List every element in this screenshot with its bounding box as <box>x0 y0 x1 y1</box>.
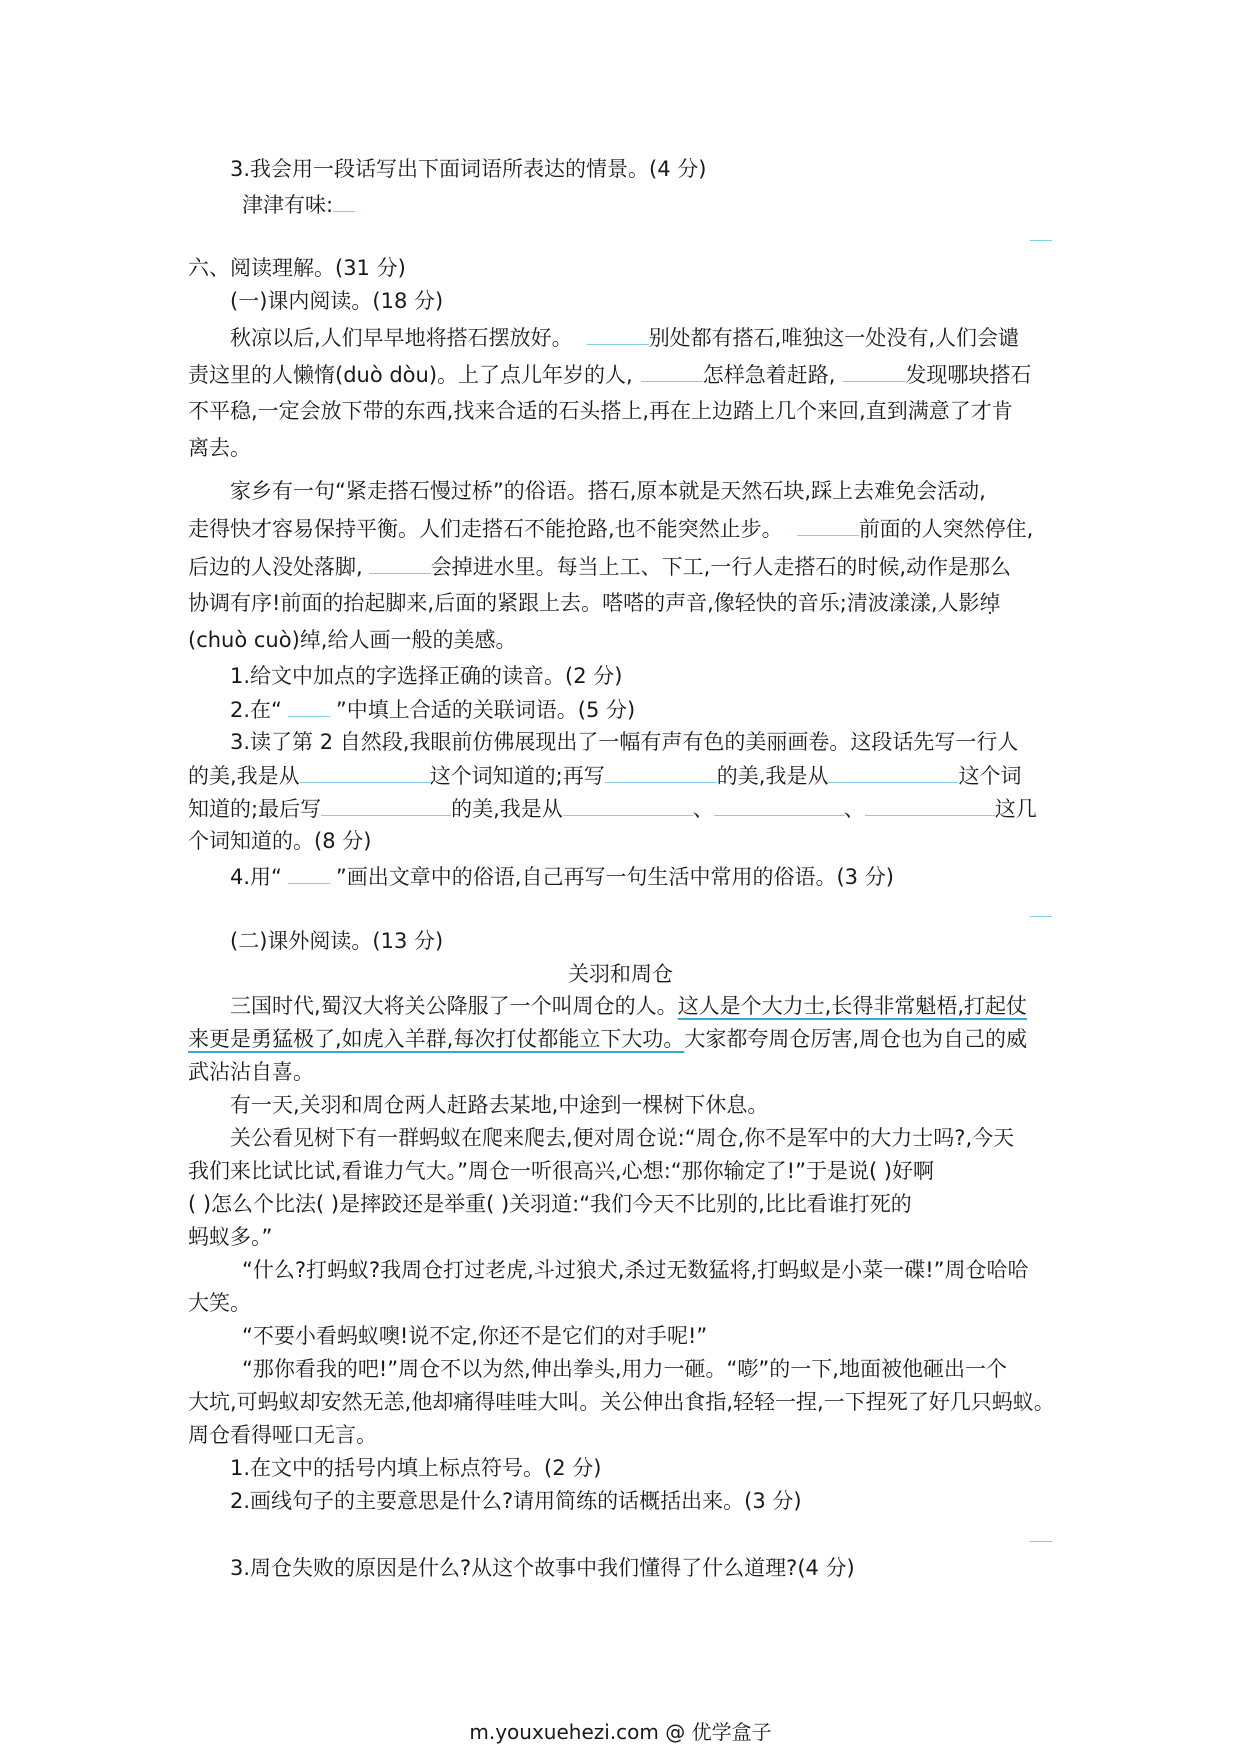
p2-question-1: 1.在文中的括号内填上标点符号。(2 分) <box>230 1456 602 1480</box>
p2-para3-line1: 关公看见树下有一群蚂蚁在爬来爬去,便对周仓说:“周仓,你不是军中的大力士吗?,今天 <box>230 1126 1015 1150</box>
part-1-header: (一)课内阅读。(18 分) <box>230 289 444 313</box>
text-run: 走得快才容易保持平衡。人们走搭石不能抢路,也不能突然止步。 <box>188 517 783 541</box>
text-run: 的美,我是从 <box>188 764 300 788</box>
text-run: 后边的人没处落脚, <box>188 555 363 579</box>
answer-blank[interactable] <box>300 760 430 783</box>
answer-blank[interactable] <box>797 513 859 536</box>
p1-para2-line5: (chuò cuò)绰,给人画一般的美感。 <box>188 628 517 652</box>
p2-para3-line2: 我们来比试比试,看谁力气大。”周仓一听很高兴,心想:“那你输定了!”于是说( )好啊 <box>188 1159 935 1183</box>
text-run: 的美,我是从 <box>716 764 829 788</box>
text-run: 2.在“ <box>230 698 282 722</box>
footer-watermark: m.youxuehezi.com @ 优学盒子 <box>469 1720 772 1744</box>
answer-blank[interactable] <box>714 793 844 816</box>
text-run: ”中填上合适的关联词语。(5 分) <box>335 698 636 722</box>
p1-question-3-line4: 个词知道的。(8 分) <box>188 829 372 853</box>
question-5-3: 3.我会用一段话写出下面词语所表达的情景。(4 分) <box>230 157 707 181</box>
p1-question-3-line1: 3.读了第 2 自然段,我眼前仿佛展现出了一幅有声有色的美丽画卷。这段话先写一行人 <box>230 730 1019 754</box>
p1-question-2 <box>230 694 635 725</box>
text-run: 这个词知道的;再写 <box>429 764 605 788</box>
p2-para1-line3: 武沾沾自喜。 <box>188 1060 314 1084</box>
p1-para2-line1: 家乡有一句“紧走搭石慢过桥”的俗语。搭石,原本就是天然石块,踩上去难免会活动, <box>230 479 986 503</box>
p1-question-3-line3 <box>188 793 1037 824</box>
p2-question-2: 2.画线句子的主要意思是什么?请用简练的话概括出来。(3 分) <box>230 1489 802 1513</box>
answer-blank[interactable] <box>865 793 995 816</box>
p2-para3-line3: ( )怎么个比法( )是摔跤还是举重( )关羽道:“我们今天不比别的,比比看谁打死的 <box>188 1192 912 1216</box>
p2-para6-line1: “那你看我的吧!”周仓不以为然,伸出拳头,用力一砸。“嘭”的一下,地面被他砸出一个 <box>242 1357 1007 1381</box>
p2-para1-line2 <box>188 1024 1027 1054</box>
text-run: 这个词 <box>958 764 1022 788</box>
answer-blank[interactable] <box>641 359 703 382</box>
text-run: 发现哪块搭石 <box>905 363 1032 387</box>
text-run: 的美,我是从 <box>451 797 563 821</box>
answer-blank[interactable] <box>369 551 431 574</box>
p1-para1-line3: 不平稳,一定会放下带的东西,找来合适的石头搭上,再在上边踏上几个来回,直到满意了才肯 <box>188 399 1013 423</box>
text-run: 三国时代,蜀汉大将关公降服了一个叫周仓的人。 <box>230 994 678 1018</box>
text-run: 大家都夸周仓厉害,周仓也为自己的威 <box>684 1027 1028 1051</box>
p1-question-3-line2 <box>188 760 1021 791</box>
section-6-header: 六、阅读理解。(31 分) <box>188 256 406 280</box>
text-run: ”画出文章中的俗语,自己再写一句生活中常用的俗语。(3 分) <box>335 865 894 889</box>
p1-para1-line2 <box>188 359 1031 390</box>
p2-para3-line4: 蚂蚁多。” <box>188 1225 273 1249</box>
text-run: 会掉进水里。每当上工、下工,一行人走搭石的时候,动作是那么 <box>430 555 1012 579</box>
idiom-word: 津津有味: <box>242 193 334 217</box>
story-title: 关羽和周仓 <box>568 962 673 986</box>
answer-blank[interactable] <box>587 322 649 345</box>
text-run: 责这里的人懒惰(duò dòu)。上了点儿年岁的人, <box>188 363 633 387</box>
answer-blank[interactable] <box>563 793 693 816</box>
underlined-sentence: 来更是勇猛极了,如虎入羊群,每次打仗都能立下大功。 <box>188 1027 685 1051</box>
p2-para6-line2: 大坑,可蚂蚁却安然无恙,他却痛得哇哇大叫。关公伸出食指,轻轻一捏,一下捏死了好几只蚂蚁。 <box>188 1390 1055 1414</box>
text-run: 、 <box>692 797 714 821</box>
text-run: 前面的人突然停住, <box>858 517 1034 541</box>
p2-para6-line3: 周仓看得哑口无言。 <box>188 1423 377 1447</box>
answer-blank[interactable] <box>828 760 958 783</box>
answer-blank[interactable] <box>333 189 355 212</box>
p2-para4-line2: 大笑。 <box>188 1291 251 1315</box>
text-run: 4.用“ <box>230 865 282 889</box>
p1-para1-line4: 离去。 <box>188 436 251 460</box>
text-run: 秋凉以后,人们早早地将搭石摆放好。 <box>230 326 573 350</box>
answer-blank[interactable] <box>605 760 717 783</box>
p2-para1-line1 <box>230 991 1027 1021</box>
p1-para2-line3 <box>188 551 1011 582</box>
text-run: 怎样急着赶路, <box>702 363 836 387</box>
p2-para4-line1: “什么?打蚂蚁?我周仓打过老虎,斗过狼犬,杀过无数猛将,打蚂蚁是小菜一碟!”周仓哈哈 <box>242 1258 1029 1282</box>
answer-line-mark <box>1030 1541 1052 1542</box>
idiom-prompt <box>242 189 355 220</box>
p2-para5: “不要小看蚂蚁噢!说不定,你还不是它们的对手呢!” <box>242 1324 708 1348</box>
text-run: 协调有序!前面的抬起脚来,后面的紧跟上去。嗒嗒的声音,像轻快的音乐;清波漾漾,人影 <box>188 591 980 615</box>
text-run: 这几 <box>994 797 1037 821</box>
answer-blank[interactable] <box>321 793 451 816</box>
p1-para2-line2 <box>188 513 1033 544</box>
p1-para2-line4 <box>188 588 1001 618</box>
dotted-character: 绰 <box>979 591 1001 615</box>
p2-para2: 有一天,关羽和周仓两人赶路去某地,中途到一棵树下休息。 <box>230 1093 769 1117</box>
text-run: 别处都有搭石,唯独这一处没有,人们会谴 <box>648 326 1020 350</box>
answer-line-mark <box>1030 916 1052 917</box>
blank-sample <box>288 861 330 884</box>
p1-question-4 <box>230 861 894 892</box>
part-2-header: (二)课外阅读。(13 分) <box>230 929 444 953</box>
p1-question-1: 1.给文中加点的字选择正确的读音。(2 分) <box>230 664 623 688</box>
p1-para1-line1 <box>230 322 1019 353</box>
text-run: 知道的;最后写 <box>188 797 322 821</box>
text-run: 、 <box>843 797 865 821</box>
answer-blank[interactable] <box>843 359 905 382</box>
p2-question-3: 3.周仓失败的原因是什么?从这个故事中我们懂得了什么道理?(4 分) <box>230 1556 855 1580</box>
answer-line-mark <box>1030 240 1052 241</box>
blank-sample <box>288 694 330 717</box>
underlined-sentence: 这人是个大力士,长得非常魁梧,打起仗 <box>677 994 1028 1018</box>
